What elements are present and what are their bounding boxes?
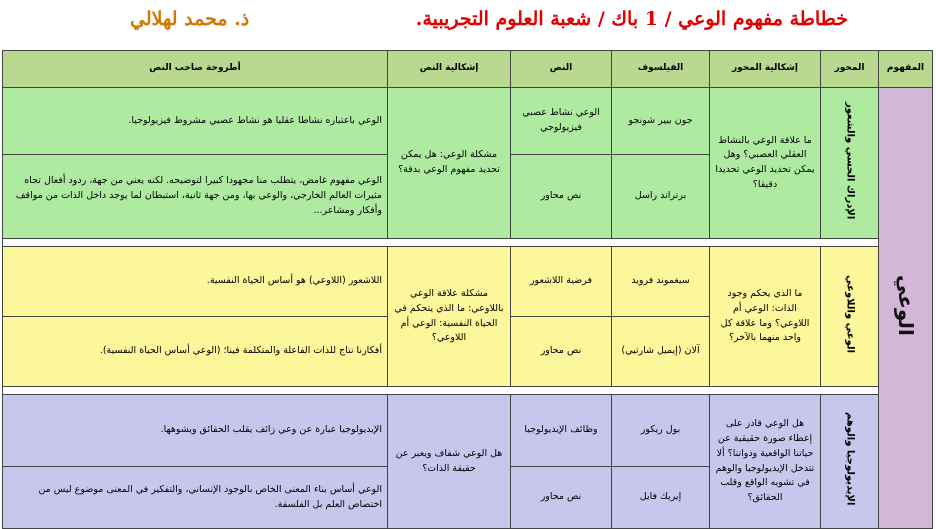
philosopher-cell: آلان (إيميل شارتيي): [612, 317, 710, 387]
axis-cell: [821, 88, 879, 239]
table-header-row: [3, 51, 933, 88]
text-cell: الوعي نشاط عصبي فيزيولوجي: [511, 88, 612, 155]
section-separator: [3, 387, 933, 395]
thesis-cell: أفكارنا نتاج للذات الفاعلة والمتكلمة فينا؛ (الوعي أساس الحياة النفسية).: [3, 317, 388, 387]
concept-label: الوعي: [894, 274, 918, 336]
author-name: ذ. محمد لهلالي: [130, 8, 250, 30]
col-axis: المحور: [821, 51, 879, 88]
axis-label: الإدراك الحسي والشعور: [844, 101, 856, 219]
axis-cell: [821, 395, 879, 529]
col-thesis: أطروحة صاحب النص: [3, 51, 388, 88]
text-cell: نص محاور: [511, 467, 612, 529]
thesis-cell: الوعي باعتباره نشاطا عقليا هو نشاط عصبي مشروط فيزيولوجيا.: [3, 88, 388, 155]
section-separator: [3, 239, 933, 247]
text-problem-cell: هل الوعي شفاف ويعبر عن حقيقة الذات؟: [388, 395, 511, 529]
axis-problem-cell: ما علاقة الوعي بالنشاط العقلي العصبي؟ وهل يمكن تحديد الوعي تحديدا دقيقا؟: [710, 88, 821, 239]
philosopher-cell: جون بيير شونجو: [612, 88, 710, 155]
concept-table: [2, 50, 933, 529]
table-row: [3, 88, 933, 155]
axis-problem-cell: ما الذي يحكم وجود الذات: الوعي أم اللاوعي؟ وما علاقة كل واحد منهما بالآخر؟: [710, 247, 821, 387]
axis-label: الوعي واللاوعي: [844, 274, 856, 353]
thesis-cell: الإيديولوجيا عبارة عن وعي زائف يقلب الحقائق ويشوهها.: [3, 395, 388, 467]
thesis-cell: اللاشعور (اللاوعي) هو أساس الحياة النفسية.: [3, 247, 388, 317]
col-philosopher: الفيلسوف: [612, 51, 710, 88]
text-cell: وظائف الإيديولوجيا: [511, 395, 612, 467]
text-problem-cell: مشكلة الوعي: هل يمكن تحديد مفهوم الوعي بدقة؟: [388, 88, 511, 239]
table-row: [3, 395, 933, 467]
axis-problem-cell: هل الوعي قادر على إعطاء صورة حقيقية عن حياتنا الواقعية وذواتنا؟ ألا تتدخل الإيديولوجيا والوهم في تشويه الواقع وقلب الحقائق؟: [710, 395, 821, 529]
philosopher-cell: بول ريكور: [612, 395, 710, 467]
philosopher-cell: برتراند راسل: [612, 155, 710, 239]
col-text-problem: إشكالية النص: [388, 51, 511, 88]
table-row: [3, 247, 933, 317]
text-cell: نص محاور: [511, 317, 612, 387]
thesis-cell: الوعي مفهوم غامض، يتطلب منا مجهودا كبيرا لتوضيحه. لكنه يعني من جهة، ردود أفعال تجاه مثيرات العالم الخارجي، والوعي بها، ومن جهة ثانية، استبطان لما يوجد داخل الذات من مواقف وأفكار ومشاعر...: [3, 155, 388, 239]
concept-cell: [879, 88, 933, 529]
col-concept: المفهوم: [879, 51, 933, 88]
axis-cell: [821, 247, 879, 387]
page-title: خطاطة مفهوم الوعي / 1 باك / شعبة العلوم التجريبية.: [415, 8, 848, 30]
text-cell: نص محاور: [511, 155, 612, 239]
text-problem-cell: مشكلة علاقة الوعي باللاوعي: ما الذي يتحكم في الحياة النفسية: الوعي أم اللاوعي؟: [388, 247, 511, 387]
col-text: النص: [511, 51, 612, 88]
philosopher-cell: سيغموند فرويد: [612, 247, 710, 317]
axis-label: الإيديولوجيا والوهم: [844, 411, 856, 506]
thesis-cell: الوعي أساس بناء المعنى الخاص بالوجود الإنساني، والتفكير في المعنى موضوع ليس من اختصاص العلم بل الفلسفة.: [3, 467, 388, 529]
philosopher-cell: إيريك فايل: [612, 467, 710, 529]
text-cell: فرضية اللاشعور: [511, 247, 612, 317]
col-axis-problem: إشكالية المحور: [710, 51, 821, 88]
